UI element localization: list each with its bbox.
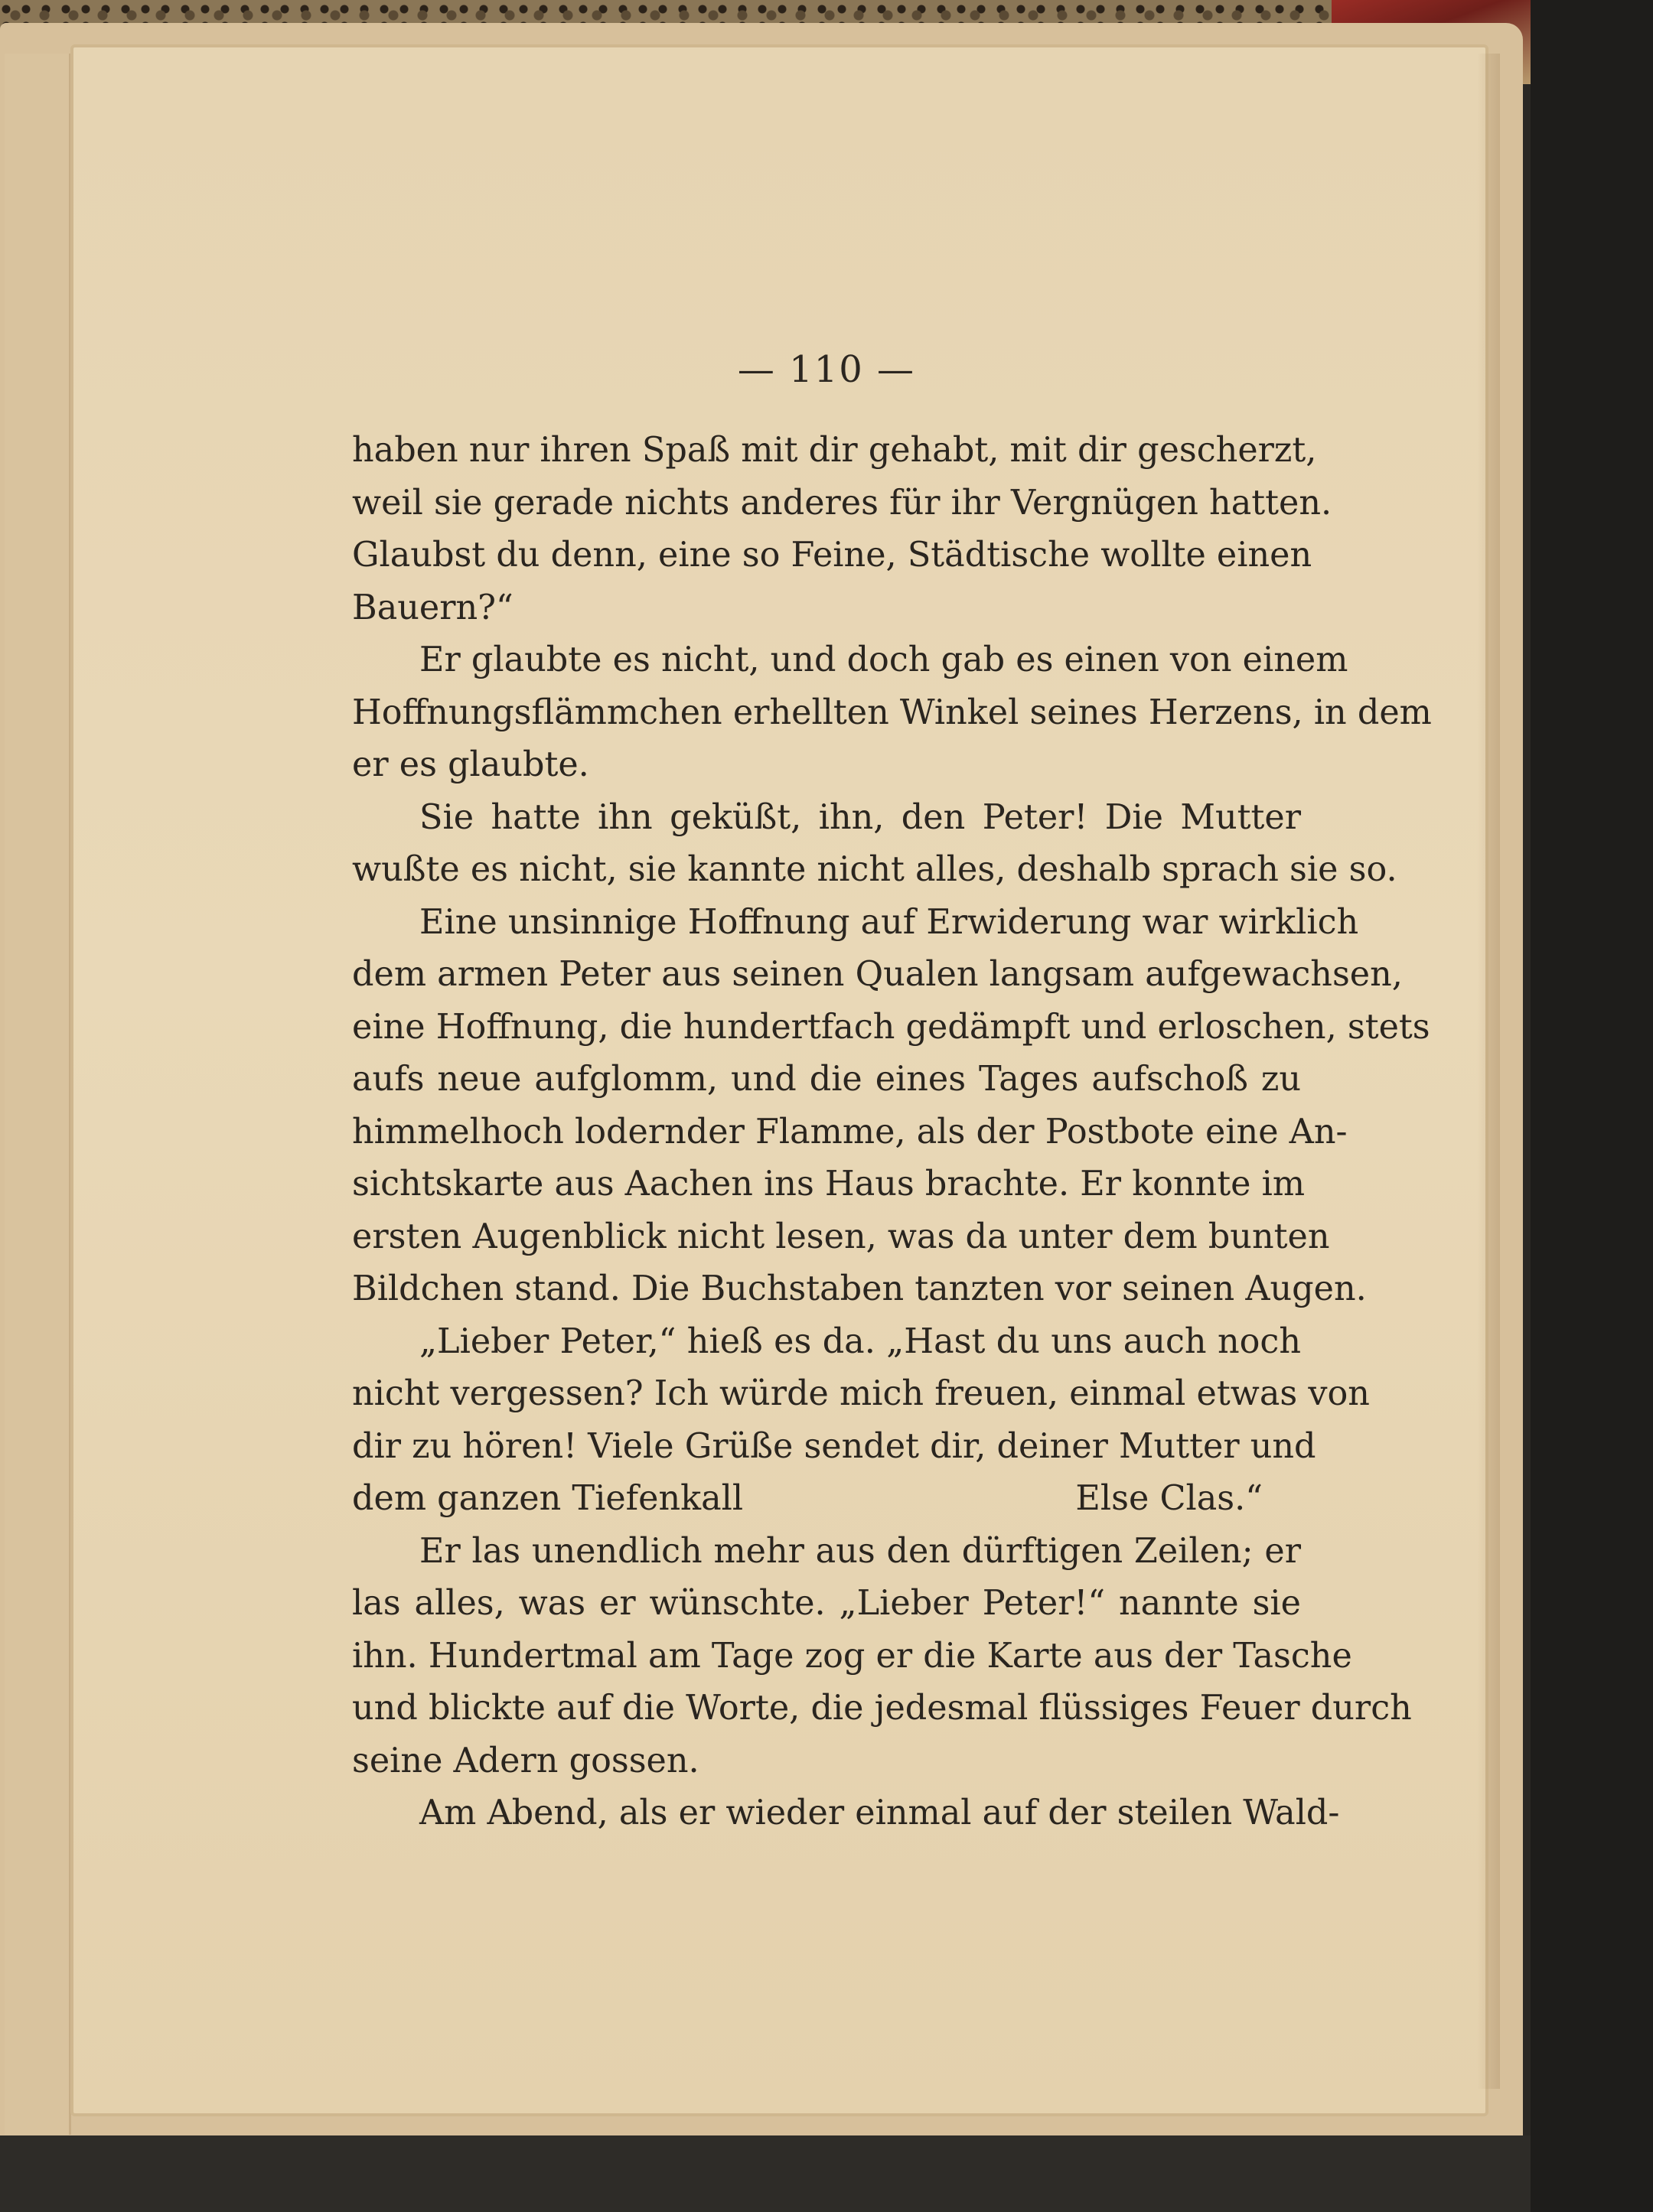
text-line: dir zu hören! Viele Grüße sendet dir, deiner Mutter und [352, 1426, 1316, 1466]
background-surface [0, 2135, 1531, 2212]
text-line: Am Abend, als er wieder einmal auf der steilen Wald- [419, 1793, 1340, 1832]
text-line: Er glaubte es nicht, und doch gab es einen von einem [419, 640, 1348, 679]
text-line: Eine unsinnige Hoffnung auf Erwiderung war wirklich [419, 902, 1359, 942]
text-line: eine Hoffnung, die hundertfach gedämpft und erloschen, stets [352, 1007, 1430, 1047]
card-signature: Else Clas.“ [1075, 1479, 1263, 1518]
text-line: las alles, was er wünschte. „Lieber Peter!“ nannte sie [352, 1584, 1301, 1623]
text-line: haben nur ihren Spaß mit dir gehabt, mit dir gescherzt, [352, 431, 1317, 470]
text-line: aufs neue aufglomm, und die eines Tages aufschoß zu [352, 1060, 1301, 1099]
text-line: seine Adern gossen. [352, 1741, 699, 1780]
text-line: Er las unendlich mehr aus den dürftigen Zeilen; er [419, 1531, 1301, 1571]
text-line: Bauern?“ [352, 588, 514, 627]
text-line: wußte es nicht, sie kannte nicht alles, deshalb sprach sie so. [352, 850, 1397, 889]
text-line: „Lieber Peter,“ hieß es da. „Hast du uns auch noch [419, 1321, 1301, 1361]
text-line: er es glaubte. [352, 745, 589, 784]
text-line: dem armen Peter aus seinen Qualen langsam aufgewachsen, [352, 955, 1403, 994]
text-line: und blickte auf die Worte, die jedesmal flüssiges Feuer durch [352, 1689, 1412, 1728]
text-line: weil sie gerade nichts anderes für ihr Vergnügen hatten. [352, 483, 1332, 523]
text-line: sichtskarte aus Aachen ins Haus brachte. Er konnte im [352, 1165, 1306, 1204]
text-line: Hoffnungsflämmchen erhellten Winkel seines Herzens, in dem [352, 692, 1432, 732]
text-line: Bildchen stand. Die Buchstaben tanzten vor seinen Augen. [352, 1269, 1367, 1308]
text-line: ihn. Hundertmal am Tage zog er die Karte aus der Tasche [352, 1636, 1352, 1676]
body-text [352, 425, 1432, 1840]
signature-line [352, 1473, 1301, 1526]
text-line: himmelhoch lodernder Flamme, als der Postbote eine An- [352, 1112, 1348, 1152]
page-number: — 110 — [737, 348, 916, 391]
text-line: Glaubst du denn, eine so Feine, Städtische wollte einen [352, 536, 1312, 575]
text-line: ersten Augenblick nicht lesen, was da unter dem bunten [352, 1217, 1330, 1256]
text-line: Sie hatte ihn geküßt, ihn, den Peter! Die Mutter [419, 797, 1301, 837]
text-line: nicht vergessen? Ich würde mich freuen, einmal etwas von [352, 1374, 1370, 1413]
greeting-recipient: dem ganzen Tiefenkall [352, 1479, 744, 1518]
